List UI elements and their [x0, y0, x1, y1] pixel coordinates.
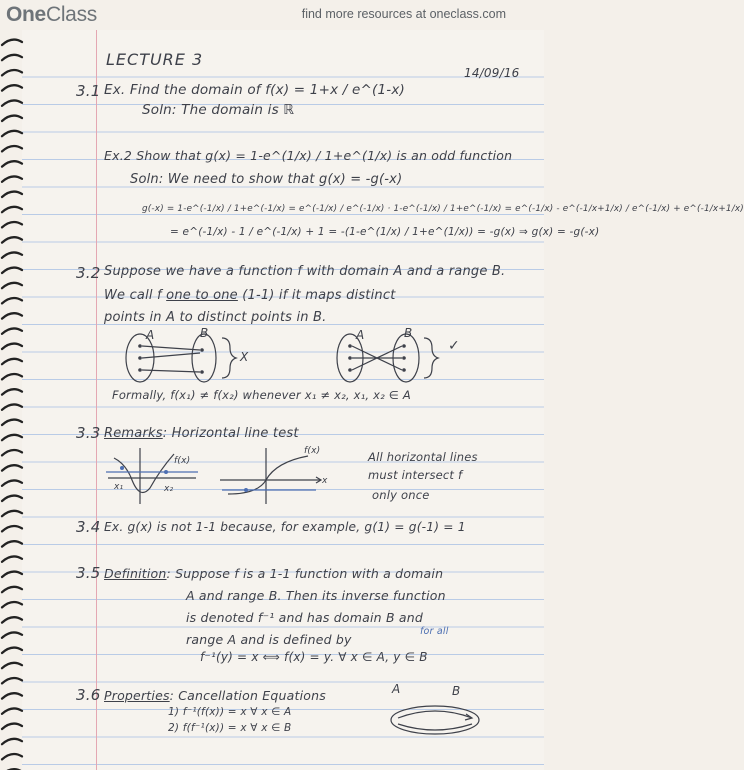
spiral-coil [2, 648, 22, 653]
spiral-coil [2, 207, 22, 212]
cancellation-diagram [380, 700, 490, 740]
spiral-coil [2, 176, 22, 181]
spiral-coil [2, 754, 22, 759]
header-bar [0, 0, 544, 30]
s32-line-2-post: (1-1) if it maps distinct [237, 288, 396, 303]
spiral-coil [2, 161, 22, 166]
spiral-coil [2, 222, 22, 227]
s36-equation-2: 2) f(f⁻¹(x)) = x ∀ x ∈ B [168, 722, 292, 734]
logo-part-class: Class [45, 3, 97, 26]
diagram-label-b1: B [200, 326, 209, 340]
mapping-diagrams [100, 328, 480, 388]
spiral-coil [2, 739, 22, 744]
section-number-3-4: 3.4 [76, 518, 101, 536]
spiral-coil [2, 55, 22, 60]
s35-line-4: range A and is defined by [186, 632, 352, 647]
cross-mark: X [240, 350, 249, 364]
s35-line-1-text: : Suppose f is a 1-1 function with a domain [166, 566, 444, 581]
remarks-label: Remarks [104, 426, 163, 441]
properties-label: Properties [104, 688, 170, 703]
spiral-coil [2, 632, 22, 637]
lecture-date: 14/09/16 [464, 66, 520, 80]
logo-part-one: One [6, 3, 46, 26]
spiral-coil [2, 420, 22, 425]
spiral-coil [2, 526, 22, 531]
diagram-label-b2: B [404, 326, 413, 340]
s31-line-2: Soln: The domain is ℝ [142, 102, 295, 118]
for-all-annotation: for all [420, 626, 449, 637]
spiral-coil [2, 496, 22, 501]
spiral-coil [2, 678, 22, 683]
spiral-coil [2, 511, 22, 516]
s33-note-3: only once [372, 488, 430, 502]
graph1-x1-label: x₁ [114, 482, 124, 492]
horizontal-line-test-graphs [106, 444, 336, 506]
spiral-coil [2, 450, 22, 455]
section-number-3-5: 3.5 [76, 564, 101, 582]
spiral-coil [2, 40, 22, 45]
spiral-coil [2, 541, 22, 546]
spiral-coil [2, 572, 22, 577]
spiral-coil [2, 587, 22, 592]
one-to-one-term: one to one [166, 288, 238, 303]
section-number-3-6: 3.6 [76, 686, 101, 704]
spiral-coil [2, 116, 22, 121]
spiral-binding-icon [0, 30, 24, 770]
s36-text: : Cancellation Equations [169, 688, 326, 703]
spiral-coil [2, 724, 22, 729]
spiral-coil [2, 693, 22, 698]
s35-line-2: A and range B. Then its inverse function [186, 588, 446, 603]
spiral-coil [2, 389, 22, 394]
s35-line-1 [104, 566, 443, 581]
s32-formal: Formally, f(x₁) ≠ f(x₂) whenever x₁ ≠ x₂, x₁, x₂ ∈ A [112, 388, 411, 402]
spiral-coil [2, 192, 22, 197]
spiral-coil [2, 708, 22, 713]
set-b1-oval [192, 334, 216, 382]
spiral-coil [2, 100, 22, 105]
spiral-coil [2, 283, 22, 288]
s36-label-b: B [452, 684, 461, 698]
s36-line [104, 688, 326, 703]
spiral-coil [2, 237, 22, 242]
spiral-coil [2, 556, 22, 561]
spiral-coil [2, 268, 22, 273]
s32-line-2 [104, 288, 396, 303]
graph1-fx-label: f(x) [174, 456, 191, 466]
spiral-coil [2, 404, 22, 409]
spiral-coil [2, 313, 22, 318]
s33-line [104, 426, 299, 441]
ex2-equation-2: = e^(-1/x) - 1 / e^(-1/x) + 1 = -(1-e^(1/x) / 1+e^(1/x)) = -g(x) ⇒ g(x) = -g(-x) [170, 226, 600, 238]
diagram-label-a2: A [356, 328, 365, 342]
spiral-coil [2, 602, 22, 607]
spiral-coil [2, 146, 22, 151]
spiral-coil [2, 70, 22, 75]
s33-text: : Horizontal line test [162, 426, 299, 441]
ex2-line-2: Soln: We need to show that g(x) = -g(-x) [130, 172, 403, 187]
s35-line-3: is denoted f⁻¹ and has domain B and [186, 610, 424, 625]
section-number-3-1: 3.1 [76, 82, 101, 100]
s31-line-1: Ex. Find the domain of f(x) = 1+x / e^(1-x) [104, 82, 406, 98]
spiral-coil [2, 663, 22, 668]
spiral-coil [2, 435, 22, 440]
s35-line-5: f⁻¹(y) = x ⟺ f(x) = y. ∀ x ∈ A, y ∈ B [200, 650, 428, 664]
spiral-coil [2, 85, 22, 90]
spiral-coil [2, 465, 22, 470]
spiral-coil [2, 344, 22, 349]
s36-equation-1: 1) f⁻¹(f(x)) = x ∀ x ∈ A [168, 706, 292, 718]
spiral-coil [2, 617, 22, 622]
s32-line-2-pre: We call f [104, 288, 167, 303]
check-mark: ✓ [448, 338, 460, 354]
spiral-coil [2, 359, 22, 364]
spiral-coil [2, 374, 22, 379]
promo-link[interactable]: find more resources at oneclass.com [301, 7, 506, 21]
lecture-title: LECTURE 3 [106, 50, 204, 69]
spiral-coil [2, 328, 22, 333]
s32-line-1: Suppose we have a function f with domain A and a range B. [104, 264, 506, 279]
diagram-label-a1: A [146, 328, 155, 342]
graph2-x-label: x [322, 476, 328, 486]
s36-label-a: A [392, 682, 401, 696]
oneclass-logo[interactable] [6, 3, 97, 27]
s32-line-3: points in A to distinct points in B. [104, 310, 327, 325]
spiral-coil [2, 298, 22, 303]
ex2-line-1: Ex.2 Show that g(x) = 1-e^(1/x) / 1+e^(1/x) is an odd function [104, 148, 513, 163]
spiral-coil [2, 480, 22, 485]
margin-line [96, 30, 97, 770]
graph2-fx-label: f(x) [304, 446, 321, 456]
section-number-3-2: 3.2 [76, 264, 101, 282]
graph1-x2-label: x₂ [164, 484, 174, 494]
s34-text: Ex. g(x) is not 1-1 because, for example, g(1) = g(-1) = 1 [104, 520, 466, 534]
definition-label: Definition [104, 566, 167, 581]
spiral-coil [2, 131, 22, 136]
ex2-equation-1: g(-x) = 1-e^(-1/x) / 1+e^(-1/x) = e^(-1/x) / e^(-1/x) · 1-e^(-1/x) / 1+e^(-1/x) = e^(-1/x) - e^(-1/x+1/x) / e^(-1/x) + e^(-1/x+1/x) [142, 204, 744, 214]
s33-note-2: must intersect f [368, 468, 463, 482]
spiral-coil [2, 252, 22, 257]
section-number-3-3: 3.3 [76, 424, 101, 442]
s33-note-1: All horizontal lines [368, 450, 478, 464]
